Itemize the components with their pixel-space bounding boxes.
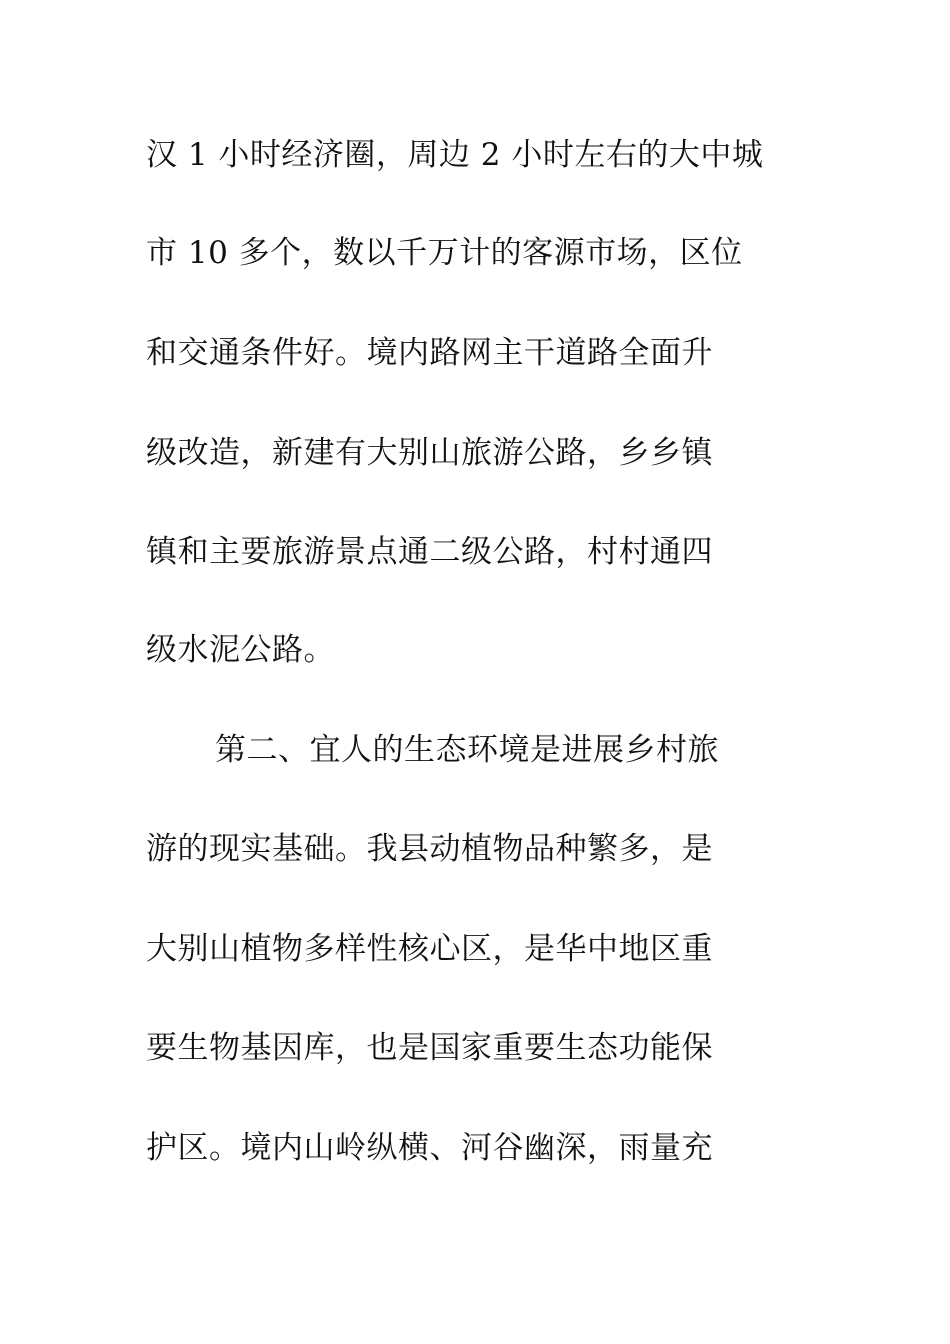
text-line: 和交通条件好。境内路网主干道路全面升 [146, 335, 713, 371]
text-line: 级改造，新建有大别山旅游公路，乡乡镇 [146, 435, 713, 471]
text-line: 汉 1 小时经济圈，周边 2 小时左右的大中城 [146, 137, 764, 173]
text-line: 级水泥公路。 [146, 632, 335, 668]
text-line: 要生物基因库，也是国家重要生态功能保 [146, 1030, 713, 1066]
text-line: 游的现实基础。我县动植物品种繁多，是 [146, 831, 713, 867]
text-line: 大别山植物多样性核心区，是华中地区重 [146, 931, 713, 967]
text-line: 镇和主要旅游景点通二级公路，村村通四 [146, 534, 713, 570]
paragraph-start-line: 第二、宜人的生态环境是进展乡村旅 [215, 732, 719, 768]
text-line: 护区。境内山岭纵横、河谷幽深，雨量充 [146, 1130, 713, 1166]
text-line: 市 10 多个，数以千万计的客源市场，区位 [146, 235, 743, 271]
